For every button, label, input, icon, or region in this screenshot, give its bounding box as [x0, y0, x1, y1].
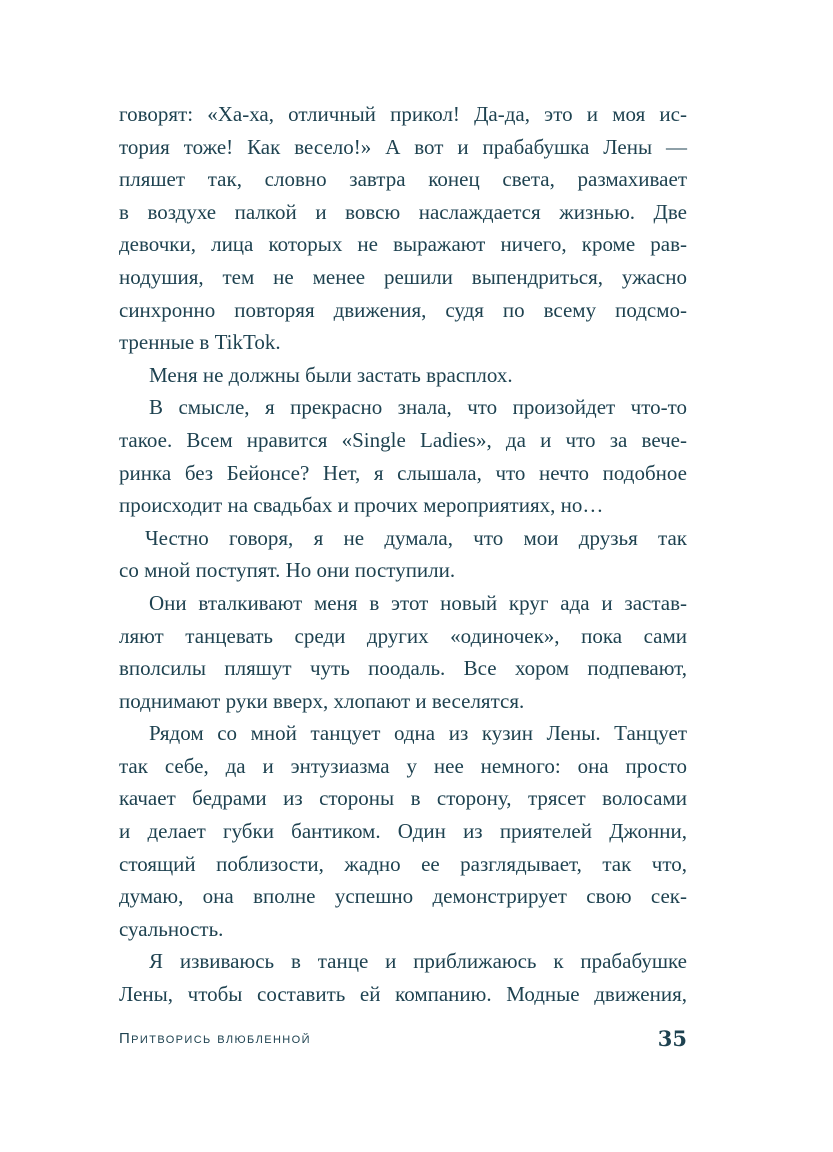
- text-line: Честно говоря, я не думала, что мои друзья так: [145, 525, 687, 550]
- running-head: Притворись влюбленной: [119, 1030, 311, 1047]
- text-line: нодушия, тем не менее решили выпендриться, ужасно: [119, 264, 687, 289]
- text-line: поднимают руки вверх, хлопают и веселятся.: [119, 688, 525, 713]
- text-line: говорят: «Ха-ха, отличный прикол! Да-да, это и моя ис-: [119, 102, 687, 126]
- text-line: со мной поступят. Но они поступили.: [119, 558, 456, 583]
- text-line: девочки, лица которых не выражают ничего, кроме рав-: [119, 232, 687, 257]
- body-text: [119, 98, 687, 1011]
- text-line: качает бедрами из стороны в сторону, трясет волосами: [119, 786, 687, 811]
- text-line: ринка без Бейонсе? Нет, я слышала, что нечто подобное: [119, 460, 687, 485]
- text-line: пляшет так, словно завтра конец света, размахивает: [119, 167, 687, 192]
- text-line: ляют танцевать среди других «одиночек», пока сами: [119, 623, 687, 648]
- page-footer: [119, 1026, 687, 1056]
- text-line: В смысле, я прекрасно знала, что произойдет что-то: [149, 395, 687, 420]
- text-line: происходит на свадьбах и прочих мероприятиях, но…: [119, 493, 604, 518]
- text-line: и делает губки бантиком. Один из приятелей Джонни,: [119, 819, 687, 844]
- text-line: думаю, она вполне успешно демонстрирует свою сек-: [119, 884, 687, 909]
- text-line: в воздухе палкой и вовсю наслаждается жизнью. Две: [119, 199, 687, 224]
- text-line: так себе, да и энтузиазма у нее немного: она просто: [119, 753, 687, 778]
- text-line: Лены, чтобы составить ей компанию. Модные движения,: [119, 982, 687, 1007]
- text-line: суальность.: [119, 916, 224, 941]
- text-line: тренные в TikTok.: [119, 330, 281, 355]
- text-line: Рядом со мной танцует одна из кузин Лены. Танцует: [149, 721, 687, 746]
- text-line: тория тоже! Как весело!» А вот и прабабушка Лены —: [119, 134, 687, 159]
- text-line: Я извиваюсь в танце и приближаюсь к прабабушке: [149, 949, 687, 974]
- text-line: Они вталкивают меня в этот новый круг ада и застав-: [149, 590, 687, 615]
- text-line: Меня не должны были застать врасплох.: [149, 362, 513, 387]
- text-line: синхронно повторяя движения, судя по всему подсмо-: [119, 297, 687, 322]
- text-line: такое. Всем нравится «Single Ladies», да и что за вече-: [119, 427, 687, 452]
- text-line: вполсилы пляшут чуть поодаль. Все хором подпевают,: [119, 656, 687, 681]
- text-line: стоящий поблизости, жадно ее разглядывает, так что,: [119, 851, 687, 876]
- page-number: 35: [657, 1026, 687, 1051]
